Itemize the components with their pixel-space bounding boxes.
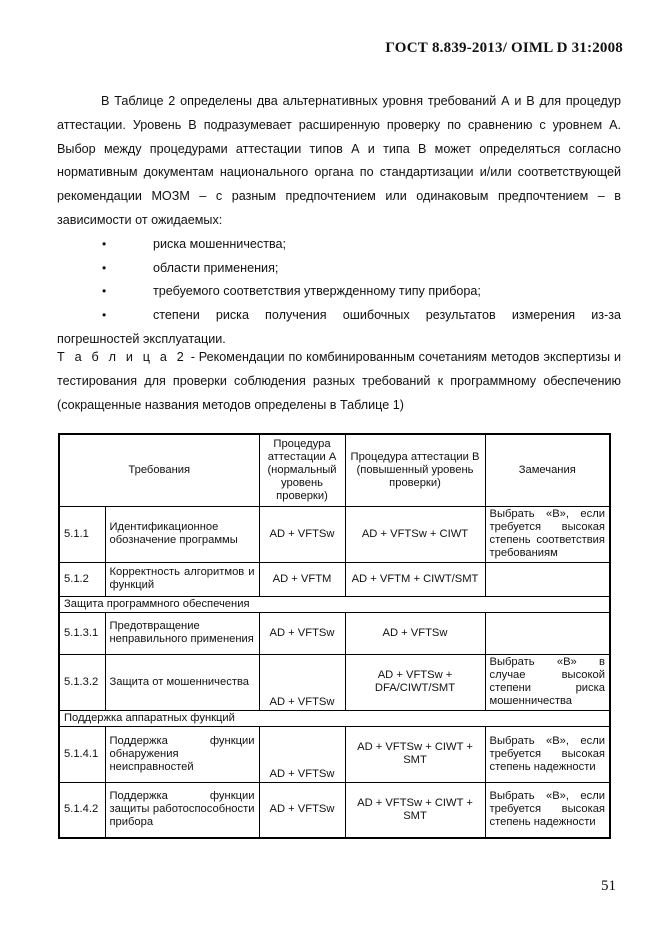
requirements-table: [58, 433, 611, 839]
row-procedure-b: AD + VFTSw + CIWT: [345, 506, 485, 562]
bullet-text: риска мошенничества;: [153, 236, 287, 251]
document-header: ГОСТ 8.839-2013/ OIML D 31:2008: [385, 40, 623, 56]
header-procedure-b: Процедура аттестации В (повышенный уровень проверки): [345, 434, 485, 506]
header-procedure-a: Процедура аттестации А (нормальный уровень проверки): [259, 434, 345, 506]
table-row: [59, 782, 610, 838]
bullet-text: степени риска получения ошибочных результатов измерения из-за погрешностей эксплуатации.: [57, 308, 621, 346]
row-procedure-a: AD + VFTM: [259, 562, 345, 596]
row-number: 5.1.3.1: [59, 612, 105, 654]
row-requirement: Корректность алгоритмов и функций: [105, 562, 259, 596]
section-hardware-support: Поддержка аппаратных функций: [59, 710, 610, 726]
row-remark: Выбрать «В», если требуется высокая степень надежности: [485, 726, 610, 782]
table-caption-text: - Рекомендации по комбинированным сочетаниям методов экспертизы и тестирования для проверки соблюдения разных требований к программному обеспечению (сокращенные названия методов определены в Таблице 1): [57, 350, 622, 412]
row-procedure-a: AD + VFTSw: [259, 612, 345, 654]
row-number: 5.1.3.2: [59, 654, 105, 710]
row-remark: [485, 612, 610, 654]
row-procedure-b: AD + VFTSw: [345, 612, 485, 654]
table-row: [59, 562, 610, 596]
table-section-row: [59, 596, 610, 612]
list-item: [57, 304, 621, 352]
row-procedure-b: AD + VFTSw + CIWT + SMT: [345, 782, 485, 838]
row-remark: Выбрать «В», если требуется высокая степень соответствия требованиям: [485, 506, 610, 562]
list-item: [57, 233, 621, 257]
intro-paragraph: В Таблице 2 определены два альтернативных уровня требований А и В для процедур аттестации. Уровень В подразумевает расширенную проверку по сравнению с уровнем А. Выбор между процедурами аттестации типов А и типа В может определяться согласно нормативным документам национального органа по стандартизации и/или соответствующей рекомендации МОЗМ – с разным предпочтением или одинаковым предпочтением – в зависимости от ожидаемых:: [57, 94, 621, 227]
page-number: 51: [601, 878, 616, 894]
bullet-icon: •: [102, 236, 107, 251]
row-procedure-b: AD + VFTSw + DFA/CIWT/SMT: [345, 654, 485, 710]
row-number: 5.1.2: [59, 562, 105, 596]
row-procedure-b: AD + VFTM + CIWT/SMT: [345, 562, 485, 596]
row-number: 5.1.4.1: [59, 726, 105, 782]
list-item: [57, 280, 621, 304]
row-remark: Выбрать «В», если требуется высокая степень надежности: [485, 782, 610, 838]
row-remark: [485, 562, 610, 596]
bullet-text: области применения;: [153, 260, 279, 275]
bullet-list: [57, 233, 621, 352]
body-text: [57, 90, 621, 352]
row-requirement: Защита от мошенничества: [105, 654, 259, 710]
row-procedure-a: AD + VFTSw: [259, 782, 345, 838]
bullet-text: требуемого соответствия утвержденному типу прибора;: [153, 284, 481, 299]
bullet-icon: •: [102, 284, 107, 299]
bullet-icon: •: [102, 260, 107, 275]
row-number: 5.1.4.2: [59, 782, 105, 838]
row-procedure-a: AD + VFTSw: [259, 506, 345, 562]
table-row: [59, 654, 610, 710]
table-section-row: [59, 710, 610, 726]
row-number: 5.1.1: [59, 506, 105, 562]
row-procedure-a: AD + VFTSw: [259, 726, 345, 782]
row-requirement: Поддержка функции обнаружения неисправностей: [105, 726, 259, 782]
row-remark: Выбрать «В» в случае высокой степени риска мошенничества: [485, 654, 610, 710]
section-software-protection: Защита программного обеспечения: [59, 596, 610, 612]
table-row: [59, 612, 610, 654]
row-procedure-a: AD + VFTSw: [259, 654, 345, 710]
row-requirement: Поддержка функции защиты работоспособности прибора: [105, 782, 259, 838]
table-caption-label: Т а б л и ц а 2: [57, 350, 187, 364]
row-procedure-b: AD + VFTSw + CIWT + SMT: [345, 726, 485, 782]
table-header-row: [59, 434, 610, 506]
table-row: [59, 726, 610, 782]
row-requirement: Предотвращение неправильного применения: [105, 612, 259, 654]
header-remarks: Замечания: [485, 434, 610, 506]
bullet-icon: •: [102, 308, 107, 323]
header-requirements: Требования: [59, 434, 259, 506]
table-caption: [57, 346, 621, 417]
list-item: [57, 257, 621, 281]
table-row: [59, 506, 610, 562]
row-requirement: Идентификационное обозначение программы: [105, 506, 259, 562]
